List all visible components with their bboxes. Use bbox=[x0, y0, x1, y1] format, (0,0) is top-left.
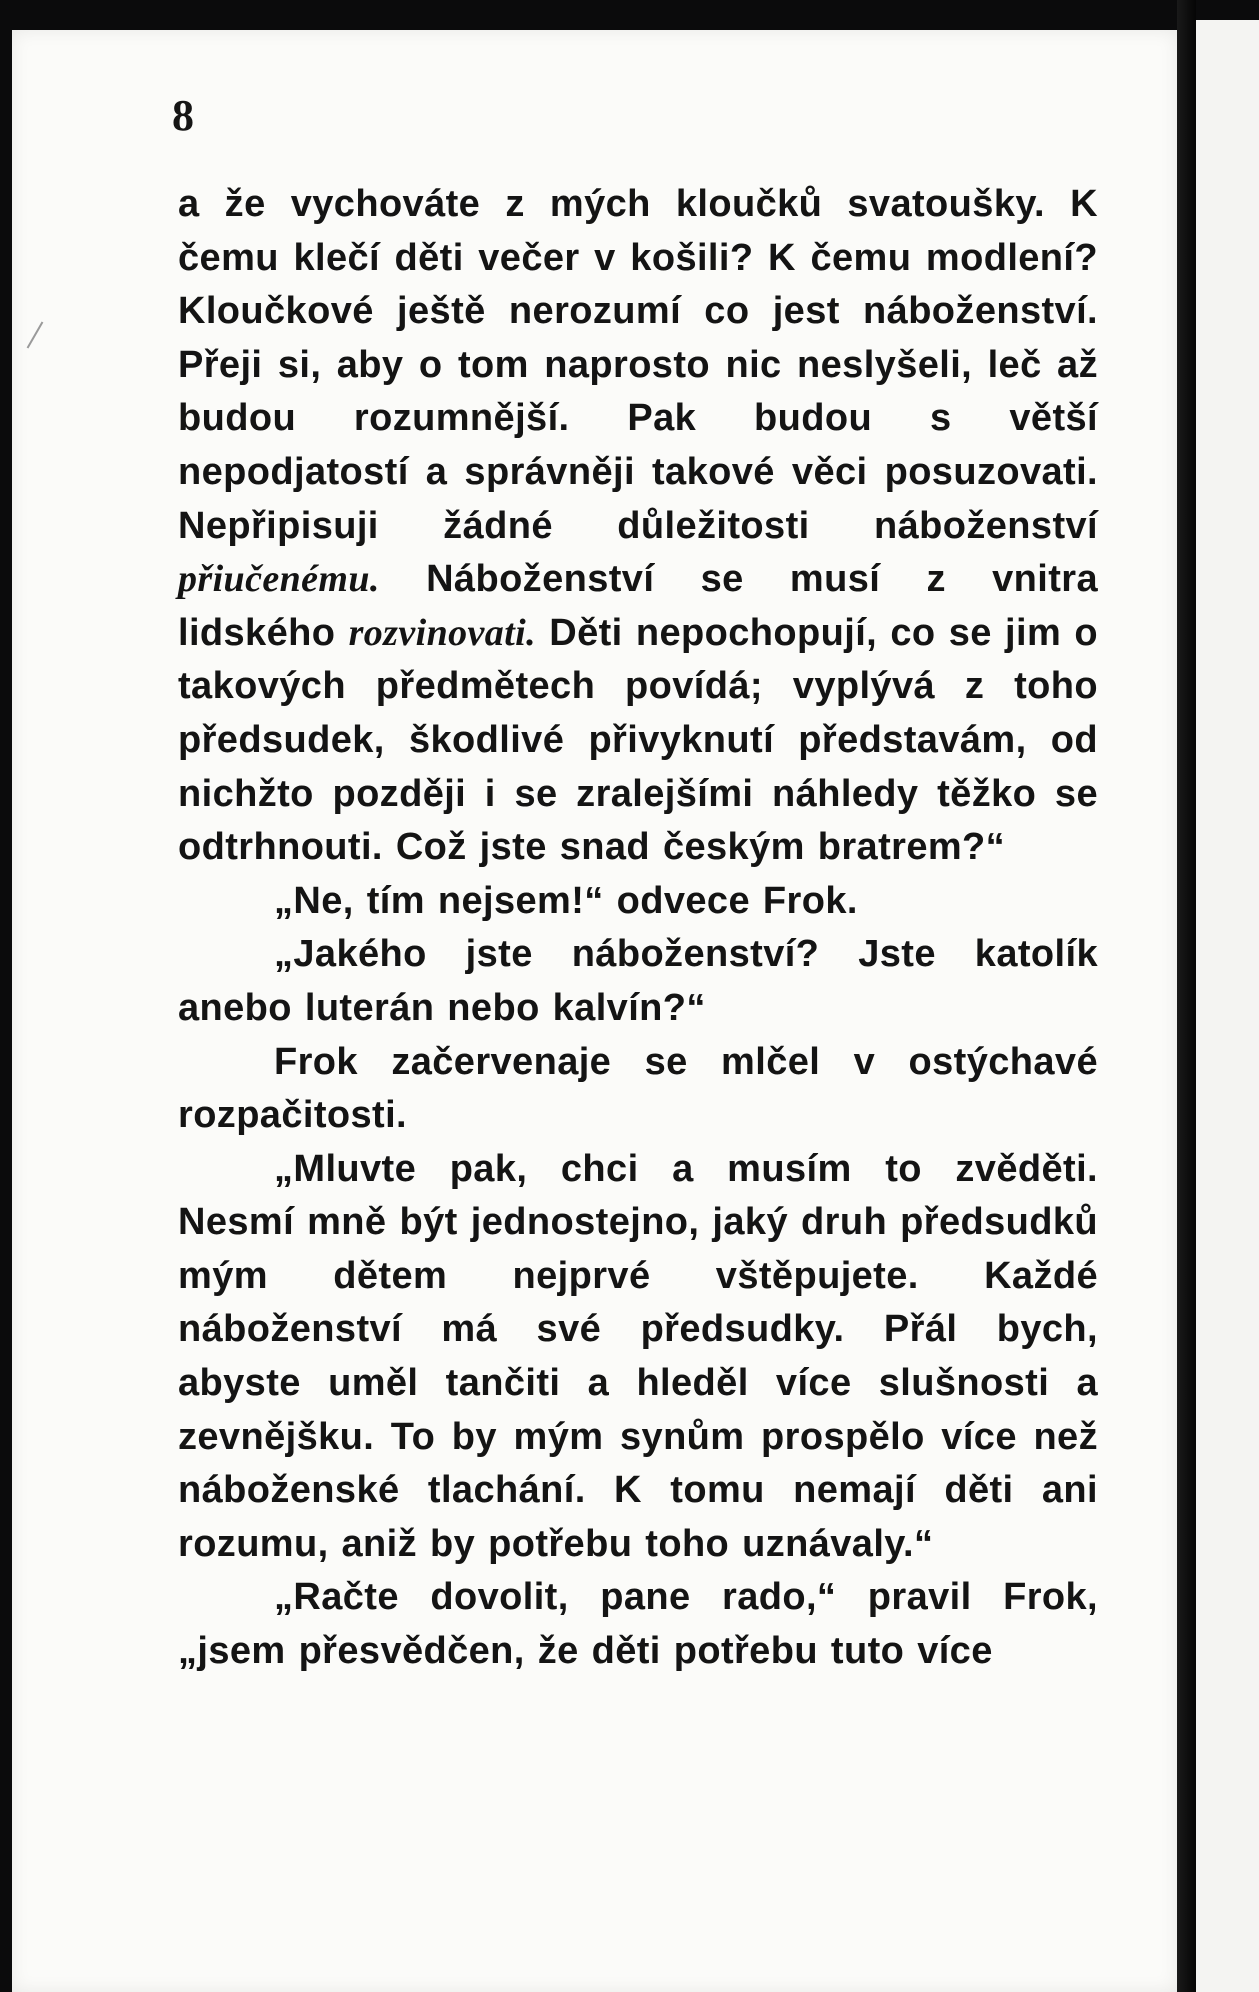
binding-gutter bbox=[1177, 0, 1196, 1992]
emphasized-text: přiučenému. bbox=[178, 558, 380, 601]
text-run: Frok začervenaje se mlčel v ostýchavé rozpačitosti. bbox=[178, 1040, 1098, 1137]
text-run: „Mluvte pak, chci a musím to zvěděti. Nesmí mně být jednostejno, jaký druh předsudků mým dětem nejprvé vštěpujete. Každé náboženství má své předsudky. Přál bych, abyste uměl tančiti a hleděl více slušnosti a zevnějšku. To by mým synům prospělo více než náboženské tlachání. K tomu nemají děti ani rozumu, aniž by potřebu toho uznávaly.“ bbox=[178, 1147, 1098, 1565]
emphasized-text: rozvinovati. bbox=[348, 611, 537, 654]
text-run: „Račte dovolit, pane rado,“ pravil Frok, „jsem přesvědčen, že děti potřebu tuto více bbox=[178, 1576, 1098, 1673]
text-run: a že vychováte z mých kloučků svatoušky. K čemu klečí děti večer v košili? K čemu modlení? Kloučkové ještě nerozumí co jest náboženství. Přeji si, aby o tom naprosto nic neslyšeli, leč až budou rozumnější. Pak budou s větší nepodjatostí a správněji takové věci posuzovati. Nepřipisuji žádné důležitosti náboženství bbox=[178, 183, 1098, 547]
text-run: Děti nepochopují, co se jim o takových předmětech povídá; vyplývá z toho předsudek, škodlivé přivyknutí představám, od nichžto později i se zralejšími náhledy těžko se odtrhnouti. Což jste snad českým bratrem?“ bbox=[178, 611, 1098, 869]
text-run: Náboženství se musí z vnitra lidského bbox=[178, 558, 1098, 654]
facing-page-edge bbox=[1196, 20, 1259, 1992]
paragraph bbox=[178, 1143, 1098, 1572]
paragraph bbox=[178, 928, 1098, 1035]
paragraph bbox=[178, 1571, 1098, 1678]
text-run: „Ne, tím nejsem!“ odvece Frok. bbox=[274, 879, 858, 922]
paragraph bbox=[178, 875, 1098, 929]
page-number: 8 bbox=[172, 91, 194, 140]
paragraph bbox=[178, 178, 1098, 875]
paper-mark bbox=[27, 322, 44, 349]
paragraph bbox=[178, 1036, 1098, 1143]
text-run: „Jakého jste náboženství? Jste katolík anebo luterán nebo kalvín?“ bbox=[178, 933, 1098, 1029]
body-text bbox=[178, 178, 1098, 1679]
